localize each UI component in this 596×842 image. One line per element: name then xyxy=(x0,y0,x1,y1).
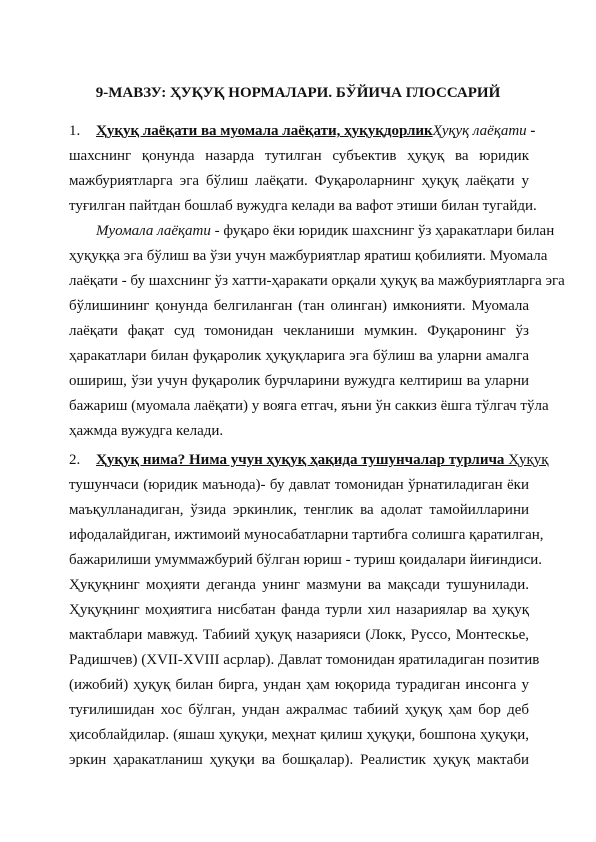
section-1-line-1 xyxy=(69,121,536,141)
paragraph-line: мажбуриятларга эга бўлиш лаёқати. Фуқароларнинг ҳуқуқ лаёқати у xyxy=(69,173,529,189)
dash: - xyxy=(530,123,536,139)
paragraph-line: ифодалайдиган, ижтимоий муносабатларни тартибга солишга қаратилган, xyxy=(69,527,544,543)
paragraph-line: Ҳуқуқнинг моҳиятига нисбатан фанда турли хил назариялар ва ҳуқуқ xyxy=(69,602,529,618)
paragraph-line: Ҳуқуқнинг моҳияти деганда унинг мазмуни ва мақсади тушунилади. xyxy=(69,577,529,593)
section-1-heading: Ҳуқуқ лаёқати ва муомала лаёқати, ҳуқуқдорлик xyxy=(96,123,433,139)
paragraph-line: ҳуқуққа эга бўлиш ва ўзи учун мажбуриятлар яратиш қобилияти. Муомала xyxy=(69,248,548,264)
paragraph-line: шахснинг қонунда назарда тутилган субъектив ҳуқуқ ва юридик xyxy=(69,148,529,164)
paragraph-line: бўлишининг қонунда белгиланган (тан олинган) имконияти. Муомала xyxy=(69,298,529,314)
paragraph-line: тушунчаси (юридик маънода)- бу давлат томонидан ўрнатиладиган ёки xyxy=(69,477,529,493)
paragraph-line: ҳисоблайдилар. (яшаш ҳуқуқи, меҳнат қилиш ҳуқуқи, бошпона ҳуқуқи, xyxy=(69,727,529,743)
paragraph-line: ҳаракатлари билан фуқаролик ҳуқуқларига эга бўлиш ва уларни амалга xyxy=(69,348,529,364)
definition-text: Ҳуқуқ xyxy=(504,452,549,468)
paragraph-line: бажарилиши умуммажбурий бўлган юриш - туриш қоидалари йиғиндиси. xyxy=(69,552,543,568)
definition-text: - фуқаро ёки юридик шахснинг ўз ҳаракатлари билан xyxy=(214,223,555,239)
paragraph-line: лаёқати - бу шахснинг ўз хатти-ҳаракати орқали ҳуқуқ ва мажбуриятларга эга xyxy=(69,273,565,289)
paragraph-line: Радишчев) (XVII-XVIII асрлар). Давлат томонидан яратиладиган позитив xyxy=(69,652,540,668)
term-legal-capacity: Ҳуқуқ лаёқати xyxy=(432,123,527,139)
paragraph-line: мактаблари мавжуд. Табиий ҳуқуқ назарияси (Локк, Руссо, Монтескье, xyxy=(69,627,529,643)
section-2-heading: Ҳуқуқ нима? Нима учун ҳуқуқ ҳақида тушунчалар турлича xyxy=(96,452,505,468)
section-2-line-1 xyxy=(69,450,549,470)
section-1-number: 1. xyxy=(69,123,81,139)
paragraph-line: маъқулланадиган, ўзида эркинлик, тенглик ва адолат тамойилларини xyxy=(69,502,529,518)
paragraph-line: бажариш (муомала лаёқати) у вояга етгач, яъни ўн саккиз ёшга тўлгач тўла xyxy=(69,398,549,414)
paragraph-line: лаёқати фақат суд томонидан чекланиши мумкин. Фуқаронинг ўз xyxy=(69,323,529,339)
paragraph-line xyxy=(96,221,555,241)
paragraph-line: ҳажмда вужудга келади. xyxy=(69,423,224,439)
paragraph-line: эркин ҳаракатланиш ҳуқуқи ва бошқалар). Реалистик ҳуқуқ мактаби xyxy=(69,752,529,768)
section-2-number: 2. xyxy=(69,452,81,468)
paragraph-line: ошириш, ўзи учун фуқаролик бурчларини вужудга келтириш ва уларни xyxy=(69,373,529,389)
paragraph-line: (ижобий) ҳуқуқ билан бирга, ундан ҳам юқорида турадиган инсонга у xyxy=(69,677,529,693)
paragraph-line: туғилишидан хос бўлган, ундан ажралмас табиий ҳуқуқ ҳам бор деб xyxy=(69,702,529,718)
page-title: 9-МАВЗУ: ҲУҚУҚ НОРМАЛАРИ. БЎЙИЧА ГЛОССАРИЙ xyxy=(95,85,501,101)
term-active-capacity: Муомала лаёқати xyxy=(96,223,211,239)
paragraph-line: туғилган пайтдан бошлаб вужудга келади ва вафот этиши билан тугайди. xyxy=(69,198,537,214)
